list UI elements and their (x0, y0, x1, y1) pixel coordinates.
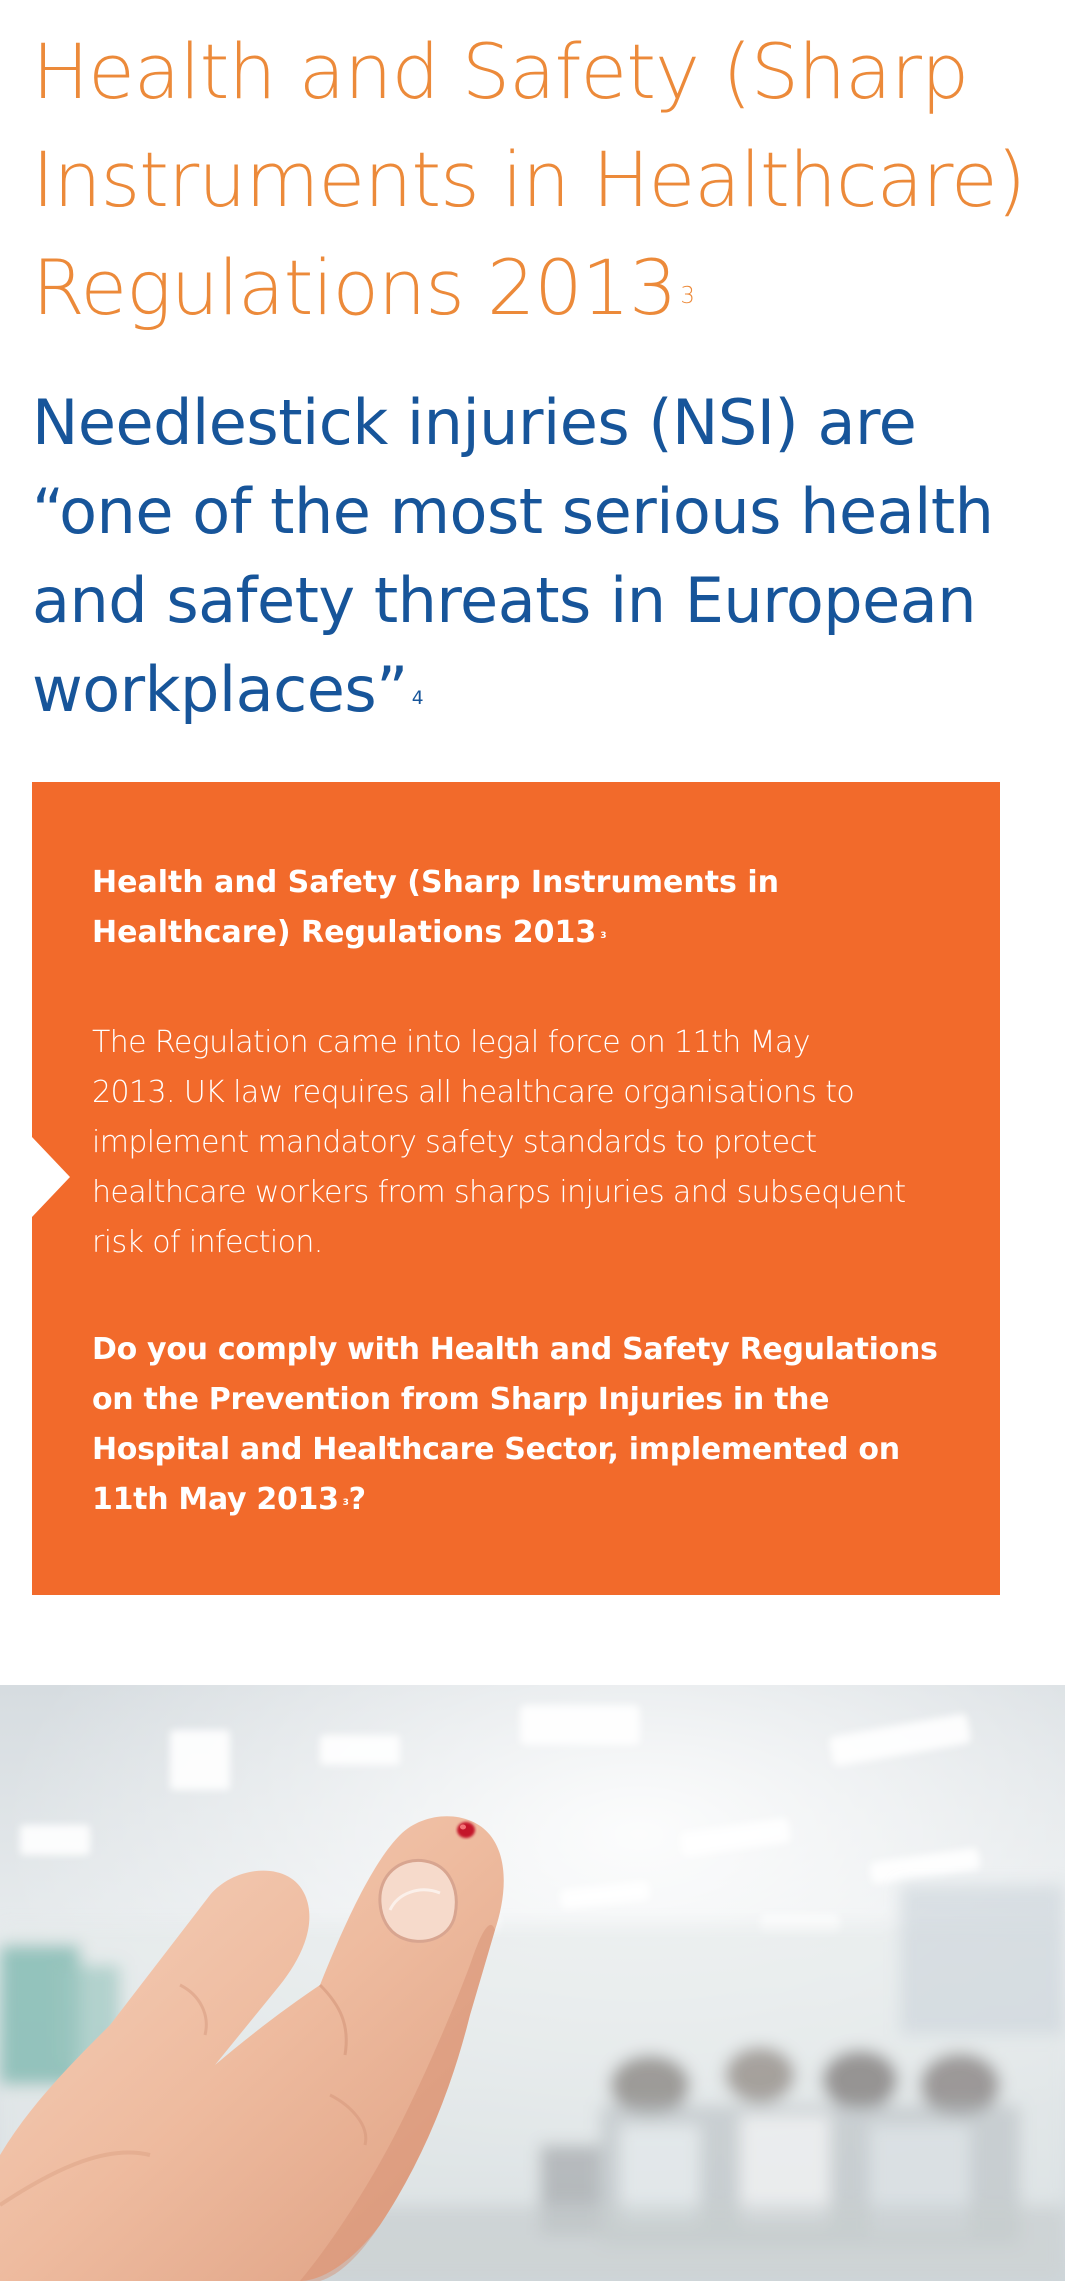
quote-line-3: and safety threats in European (32, 564, 977, 637)
title-reference: 3 (680, 282, 694, 309)
needlestick-quote (32, 378, 1042, 734)
quote-line-1: Needlestick injuries (NSI) are (32, 386, 917, 459)
question-line-1: Do you comply with Health and Safety Regulations (92, 1332, 938, 1367)
box-body-line: healthcare workers from sharps injuries and subsequent (92, 1175, 906, 1210)
box-body-line: The Regulation came into legal force on 11th May (92, 1025, 810, 1060)
question-reference: 3 (342, 1498, 349, 1509)
question-mark: ? (348, 1482, 366, 1517)
quote-line-4: workplaces” (32, 653, 408, 726)
title-line-3: Regulations 2013 (32, 243, 677, 332)
box-body-line: 2013. UK law requires all healthcare organisations to (92, 1075, 855, 1110)
title-line-1: Health and Safety (Sharp (32, 27, 969, 116)
page-title (32, 18, 1042, 342)
question-line-3: Hospital and Healthcare Sector, implemented on (92, 1432, 900, 1467)
box-heading-line-2: Healthcare) Regulations 2013 (92, 915, 597, 950)
regulation-info-box (32, 782, 1000, 1595)
box-body-text (92, 1018, 972, 1268)
pricked-finger-photo-icon (0, 1685, 1065, 2281)
box-body-line: implement mandatory safety standards to protect (92, 1125, 817, 1160)
question-line-4: 11th May 2013 (92, 1482, 339, 1517)
box-heading-line-1: Health and Safety (Sharp Instruments in (92, 865, 779, 900)
box-body-line: risk of infection. (92, 1225, 323, 1260)
box-heading (92, 858, 952, 958)
quote-line-2: “one of the most serious health (32, 475, 994, 548)
quote-reference: 4 (411, 688, 424, 710)
question-line-2: on the Prevention from Sharp Injuries in the (92, 1382, 830, 1417)
title-line-2: Instruments in Healthcare) (32, 135, 1026, 224)
box-notch-decoration (32, 1137, 70, 1217)
box-heading-reference: 3 (600, 931, 607, 942)
compliance-question (92, 1325, 972, 1525)
